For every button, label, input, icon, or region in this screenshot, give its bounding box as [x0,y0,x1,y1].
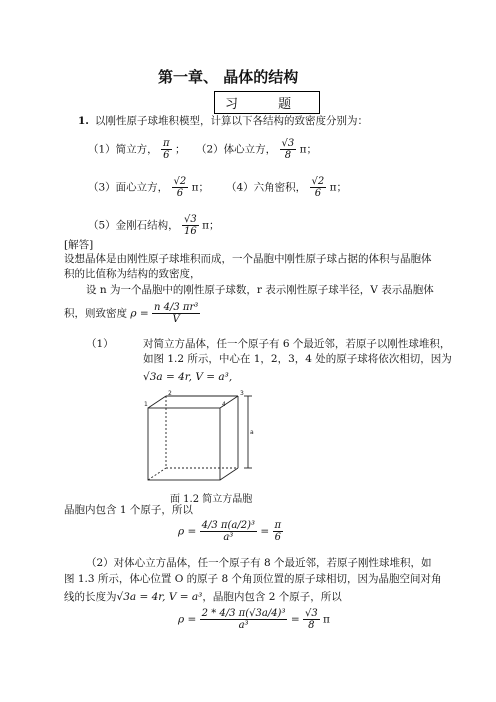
answer-p1: 设想晶体是由刚性原子球堆积而成，一个晶胞中刚性原子球占据的体积与晶胞体 [64,253,432,265]
s2-line3 [64,590,342,604]
s2-text: 线的长度为 [64,591,117,603]
formula-result: $\frac{√3}{8}$ [304,608,318,631]
sc-formula [178,520,283,543]
answer-p2b-line [64,302,200,325]
answer-p1b: 积的比值称为结构的致密度， [64,268,201,280]
s1-line1: 对简立方晶体，任一个原子有 6 个最近邻，若原子以刚性球堆积， [143,338,451,350]
item-fraction: $\frac{\pi}{6}$ [163,138,170,161]
q1-item-1 [88,138,185,161]
figure-label: a [250,429,254,436]
q1-item-5 [88,214,220,237]
answer-p2: 设 n 为一个晶胞中的刚性原子球数，r 表示刚性原子球半径，V 表示晶胞体 [86,284,434,296]
item-tail: π； [329,181,348,194]
formula-fraction: $\frac{\text{4/3 π(a/2)³}}{\text{a³}}$ [201,520,256,543]
s1-line2: 如图 1.2 所示，中心在 1，2，3，4 处的原子球将依次相切，因为 [143,353,452,365]
formula-eq: = [260,525,270,538]
bcc-formula [178,608,330,631]
figure-label: 3 [240,390,244,397]
q1-number: 1. [78,115,89,127]
s2-text-end: ，晶胞内包含 2 个原子，所以 [202,591,342,603]
page-title: 第一章、 晶体的结构 [158,68,299,86]
formula-result: $\frac{\pi}{6}$ [274,520,282,543]
item-label: （3）面心立方， [88,181,169,194]
s1-label: （1） [86,338,114,350]
item-label: （2）体心立方， [196,143,277,156]
simple-cubic-figure [138,390,268,490]
figure-label: 4 [222,401,226,408]
item-fraction: $\frac{√2}{6}$ [311,176,325,199]
s2-line1: （2）对体心立方晶体，任一个原子有 8 个最近邻，若原子刚性球堆积，如 [86,557,432,569]
sc-cell-text: 晶胞内包含 1 个原子，所以 [64,504,193,516]
q1-item-4 [226,176,347,199]
item-tail: π； [202,219,220,232]
q1-text: 以刚性原子球堆积模型，计算以下各结构的致密度分别为： [94,115,368,127]
density-fraction: $\frac{\text{n 4/3 πr³}}{V}$ [154,302,199,325]
formula-lhs: ρ = [178,613,197,626]
formula-eq: = [290,613,300,626]
item-tail: π； [191,181,210,194]
formula-fraction: $\frac{\text{2 * 4/3 π(√3a/4)³}}{\text{a³}}$ [201,608,286,631]
figure-label: 1 [144,401,148,408]
formula-tail: π [323,613,330,626]
item-tail: π； [299,143,318,156]
item-label: （4）六角密积， [226,181,307,194]
item-tail: ； [174,143,186,156]
exercise-box: 习 题 [214,91,320,114]
s2-equation: √3a = 4r, V = a³ [116,591,203,603]
density-lhs: ρ = [130,307,149,320]
item-label: （1）简立方， [88,143,158,156]
q1-item-2 [196,138,317,161]
q1-item-3 [88,176,209,199]
answer-p2b: 积，则致密度 [64,307,127,320]
answer-heading: [解答] [64,239,94,251]
s2-line2: 图 1.3 所示，体心位置 O 的原子 8 个角顶位置的原子球相切，因为晶胞空间对角 [64,573,442,585]
item-label: （5）金刚石结构， [88,219,179,232]
item-fraction: $\frac{√2}{6}$ [173,176,187,199]
s1-equation: √3a = 4r, V = a³, [143,371,233,383]
q1-line [78,114,368,128]
formula-lhs: ρ = [178,525,197,538]
figure-caption: 面 1.2 简立方晶胞 [170,494,253,505]
item-fraction: $\frac{√3}{16}$ [184,214,197,237]
item-fraction: $\frac{√3}{8}$ [281,138,295,161]
figure-label: 2 [168,390,172,397]
